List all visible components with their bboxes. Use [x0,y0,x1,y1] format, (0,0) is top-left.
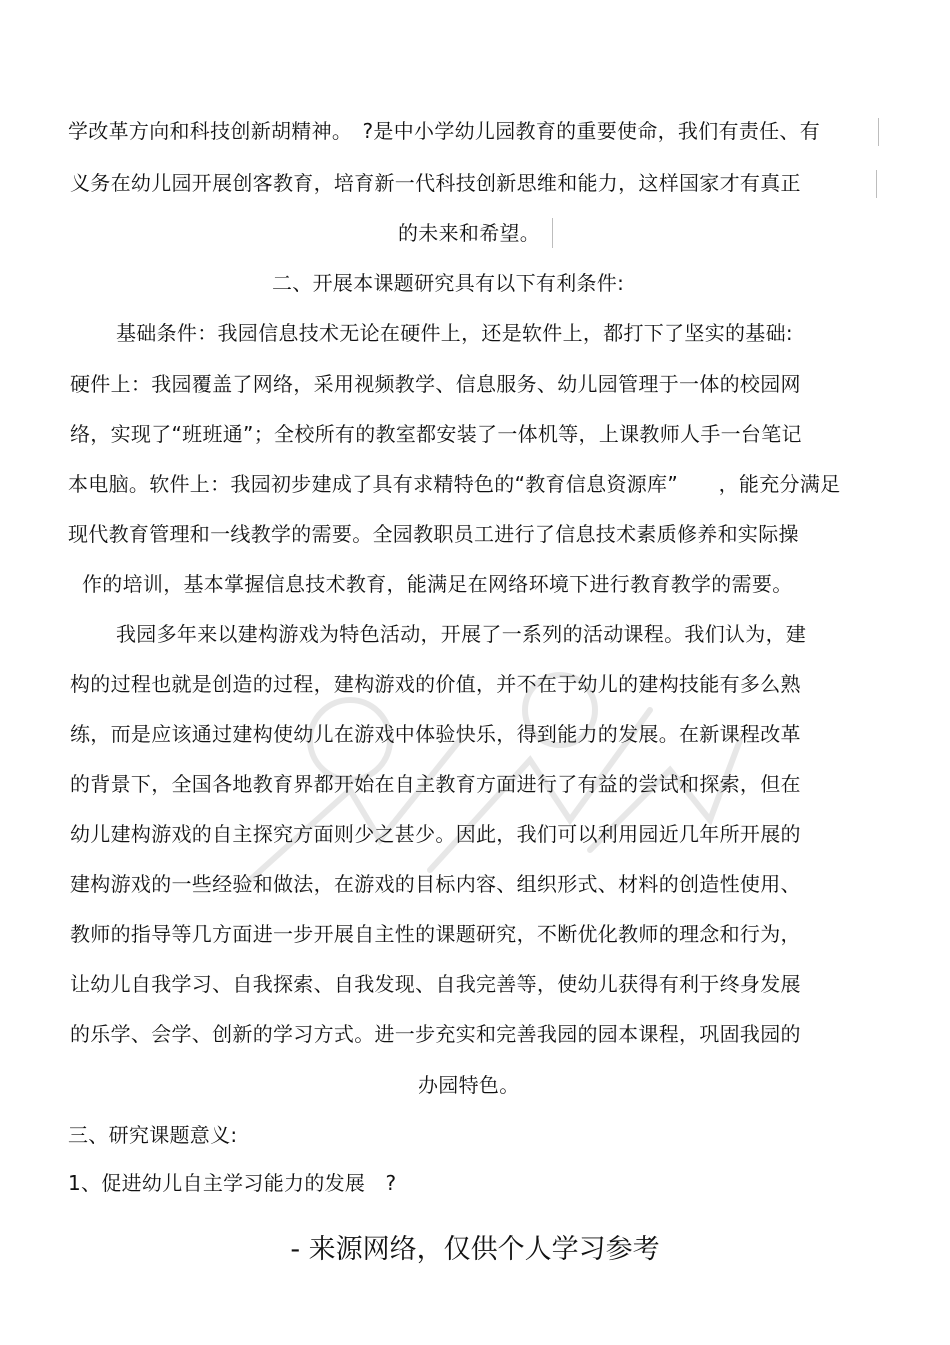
page-footer: - 来源网络，仅供个人学习参考 [290,1234,660,1265]
text-line: 的乐学、会学、创新的学习方式。进一步充实和完善我园的园本课程，巩固我园的 [70,1022,801,1046]
text-line: 办园特色。 [418,1073,520,1097]
text-line: 练，而是应该通过建构使幼儿在游戏中体验快乐，得到能力的发展。在新课程改革 [70,722,801,746]
text-line: 幼儿建构游戏的自主探究方面则少之甚少。因此，我们可以利用园近几年所开展的 [70,822,801,846]
text-line: 建构游戏的一些经验和做法，在游戏的目标内容、组织形式、材料的创造性使用、 [70,872,801,896]
subsection-heading: 1、促进幼儿自主学习能力的发展 ? [68,1171,397,1195]
text-line: 义务在幼儿园开展创客教育，培育新一代科技创新思维和能力，这样国家才有真正 [70,171,801,195]
text-line: 让幼儿自我学习、自我探索、自我发现、自我完善等，使幼儿获得有利于终身发展 [70,972,801,996]
section-heading: 二、开展本课题研究具有以下有利条件: [272,271,625,295]
edge-rule [552,218,553,248]
watermark-graphic [230,620,750,920]
text-line: 的背景下，全国各地教育界都开始在自主教育方面进行了有益的尝试和探索，但在 [70,772,801,796]
text-line: 学改革方向和科技创新胡精神。 ?是中小学幼儿园教育的重要使命，我们有责任、有 [68,119,821,143]
edge-rule [878,118,879,146]
text-line: 构的过程也就是创造的过程，建构游戏的价值，并不在于幼儿的建构技能有多么熟 [70,672,801,696]
edge-rule [876,170,877,198]
text-line: 我园多年来以建构游戏为特色活动，开展了一系列的活动课程。我们认为，建 [116,622,807,646]
text-line: 硬件上：我园覆盖了网络，采用视频教学、信息服务、幼儿园管理于一体的校园网 [70,372,801,396]
text-line: 现代教育管理和一线教学的需要。全园教职员工进行了信息技术素质修养和实际操 [68,522,799,546]
text-line: 基础条件：我园信息技术无论在硬件上，还是软件上，都打下了坚实的基础: [116,321,793,345]
text-line: 作的培训，基本掌握信息技术教育，能满足在网络环境下进行教育教学的需要。 [82,572,793,596]
text-line: 络，实现了“班班通”；全校所有的教室都安装了一体机等，上课教师人手一台笔记 [70,422,802,446]
text-line: 的未来和希望。 [398,221,541,245]
section-heading: 三、研究课题意义: [68,1123,238,1147]
text-line: 本电脑。软件上：我园初步建成了具有求精特色的“教育信息资源库” ，能充分满足 [68,472,841,496]
text-line: 教师的指导等几方面进一步开展自主性的课题研究，不断优化教师的理念和行为， [70,922,801,946]
